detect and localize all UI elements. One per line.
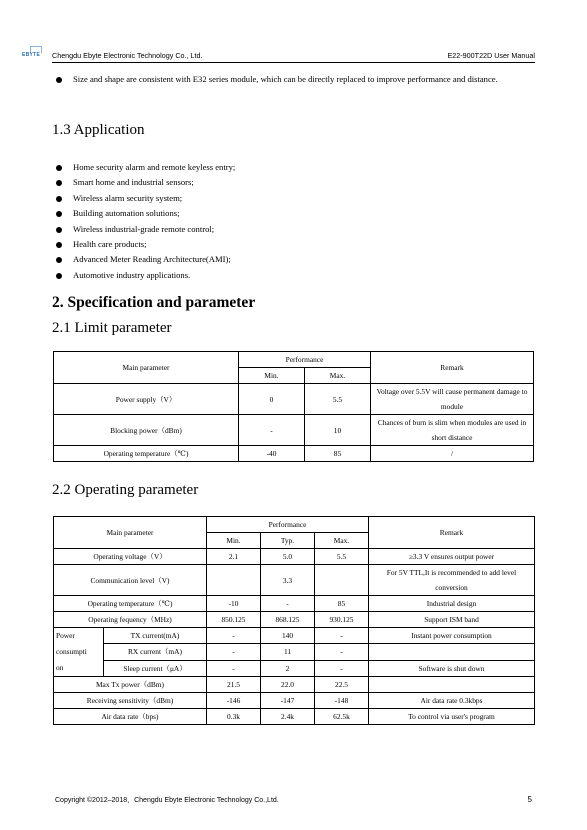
min-cell: -146 xyxy=(207,693,261,709)
remark-cell: Voltage over 5.5V will cause permanent damage to module xyxy=(371,384,534,415)
intro-bullet-list xyxy=(55,72,537,87)
max-cell: - xyxy=(315,644,369,660)
header-min: Min. xyxy=(207,533,261,549)
min-cell xyxy=(207,565,261,596)
header-remark: Remark xyxy=(369,517,535,549)
page-header xyxy=(22,46,535,62)
max-cell: 22.5 xyxy=(315,677,369,693)
group-label-line: Power xyxy=(56,631,75,640)
table-row xyxy=(54,384,534,415)
param-cell: Operating temperature（℃) xyxy=(54,446,239,462)
table-row xyxy=(54,693,535,709)
section-2-1-title: 2.1 Limit parameter xyxy=(52,320,172,336)
logo-text: EBYTE xyxy=(22,52,41,58)
header-max: Max. xyxy=(315,533,369,549)
table-row xyxy=(54,709,535,725)
section-2-title: 2. Specification and parameter xyxy=(52,294,256,311)
header-main-parameter: Main parameter xyxy=(54,517,207,549)
remark-cell xyxy=(369,677,535,693)
application-list xyxy=(55,160,537,283)
limit-parameter-table xyxy=(53,351,534,462)
min-cell: 2.1 xyxy=(207,549,261,565)
header-max: Max. xyxy=(305,368,371,384)
min-cell: 0.3k xyxy=(207,709,261,725)
param-cell: Max Tx power（dBm) xyxy=(54,677,207,693)
remark-cell: Software is shut down xyxy=(369,660,535,676)
max-cell: - xyxy=(315,628,369,644)
header-performance: Performance xyxy=(207,517,369,533)
power-consumption-group-cell xyxy=(54,628,104,677)
group-label-line: on xyxy=(56,663,64,672)
table-row xyxy=(54,596,535,612)
typ-cell: 2.4k xyxy=(261,709,315,725)
min-cell: - xyxy=(239,415,305,446)
typ-cell: -147 xyxy=(261,693,315,709)
header-performance: Performance xyxy=(239,352,371,368)
header-main-parameter: Main parameter xyxy=(54,352,239,384)
table-row xyxy=(54,628,535,644)
max-cell: 10 xyxy=(305,415,371,446)
param-cell: TX current(mA) xyxy=(104,628,207,644)
list-item: Home security alarm and remote keyless entry; xyxy=(55,160,537,175)
remark-cell: For 5V TTL,It is recommended to add level conversion xyxy=(369,565,535,596)
typ-cell: 11 xyxy=(261,644,315,660)
typ-cell: 3.3 xyxy=(261,565,315,596)
ebyte-logo xyxy=(22,46,48,60)
min-cell: 850.125 xyxy=(207,612,261,628)
list-item: Size and shape are consistent with E32 series module, which can be directly replaced to improve performance and distance. xyxy=(55,72,537,87)
typ-cell: 2 xyxy=(261,660,315,676)
header-min: Min. xyxy=(239,368,305,384)
list-item: Health care products; xyxy=(55,237,537,252)
param-cell: RX current（mA) xyxy=(104,644,207,660)
max-cell: - xyxy=(315,660,369,676)
max-cell xyxy=(315,565,369,596)
header-divider xyxy=(52,62,535,63)
remark-cell: Industrial design xyxy=(369,596,535,612)
max-cell: 62.5k xyxy=(315,709,369,725)
header-typ: Typ. xyxy=(261,533,315,549)
table-row xyxy=(54,677,535,693)
remark-cell: To control via user's program xyxy=(369,709,535,725)
param-cell: Operating voltage（V） xyxy=(54,549,207,565)
remark-cell: Chances of burn is slim when modules are used in short distance xyxy=(371,415,534,446)
remark-cell: Air data rate 0.3kbps xyxy=(369,693,535,709)
list-item: Wireless industrial-grade remote control; xyxy=(55,222,537,237)
list-item: Wireless alarm security system; xyxy=(55,191,537,206)
typ-cell: 5.0 xyxy=(261,549,315,565)
remark-cell: Instant power consumption xyxy=(369,628,535,644)
typ-cell: - xyxy=(261,596,315,612)
min-cell: -40 xyxy=(239,446,305,462)
table-row xyxy=(54,644,535,660)
table-row xyxy=(54,415,534,446)
min-cell: - xyxy=(207,628,261,644)
param-cell: Receiving sensitivity（dBm) xyxy=(54,693,207,709)
param-cell: Blocking power（dBm) xyxy=(54,415,239,446)
param-cell: Sleep current（μA） xyxy=(104,660,207,676)
list-item: Smart home and industrial sensors; xyxy=(55,175,537,190)
typ-cell: 22.0 xyxy=(261,677,315,693)
remark-cell xyxy=(369,644,535,660)
max-cell: 5.5 xyxy=(315,549,369,565)
param-cell: Operating fequency（MHz) xyxy=(54,612,207,628)
param-cell: Air data rate（bps) xyxy=(54,709,207,725)
page-number: 5 xyxy=(527,795,532,804)
min-cell: -10 xyxy=(207,596,261,612)
param-cell: Operating temperature（℃) xyxy=(54,596,207,612)
max-cell: 85 xyxy=(315,596,369,612)
table-row xyxy=(54,565,535,596)
page-footer xyxy=(55,795,532,805)
list-item: Advanced Meter Reading Architecture(AMI); xyxy=(55,252,537,267)
param-cell: Communication level（V) xyxy=(54,565,207,596)
table-header-row xyxy=(54,517,535,533)
min-cell: - xyxy=(207,660,261,676)
company-name: Chengdu Ebyte Electronic Technology Co., Ltd. xyxy=(52,51,203,60)
max-cell: 5.5 xyxy=(305,384,371,415)
list-item: Automotive industry applications. xyxy=(55,268,537,283)
max-cell: -148 xyxy=(315,693,369,709)
table-row xyxy=(54,446,534,462)
section-1-3-title: 1.3 Application xyxy=(52,122,145,138)
min-cell: 0 xyxy=(239,384,305,415)
param-cell: Power supply（V） xyxy=(54,384,239,415)
section-2-2-title: 2.2 Operating parameter xyxy=(52,482,199,498)
table-row xyxy=(54,549,535,565)
group-label-line: consumpti xyxy=(56,647,87,656)
table-row xyxy=(54,660,535,676)
remark-cell: / xyxy=(371,446,534,462)
table-header-row xyxy=(54,352,534,368)
list-item: Building automation solutions; xyxy=(55,206,537,221)
operating-parameter-table xyxy=(53,516,535,725)
max-cell: 85 xyxy=(305,446,371,462)
min-cell: - xyxy=(207,644,261,660)
remark-cell: Support ISM band xyxy=(369,612,535,628)
table-row xyxy=(54,612,535,628)
manual-title: E22-900T22D User Manual xyxy=(447,51,535,60)
min-cell: 21.5 xyxy=(207,677,261,693)
remark-cell: ≥3.3 V ensures output power xyxy=(369,549,535,565)
header-remark: Remark xyxy=(371,352,534,384)
typ-cell: 140 xyxy=(261,628,315,644)
max-cell: 930.125 xyxy=(315,612,369,628)
copyright-text: Copyright ©2012–2018，Chengdu Ebyte Electronic Technology Co.,Ltd. xyxy=(55,797,279,804)
typ-cell: 868.125 xyxy=(261,612,315,628)
